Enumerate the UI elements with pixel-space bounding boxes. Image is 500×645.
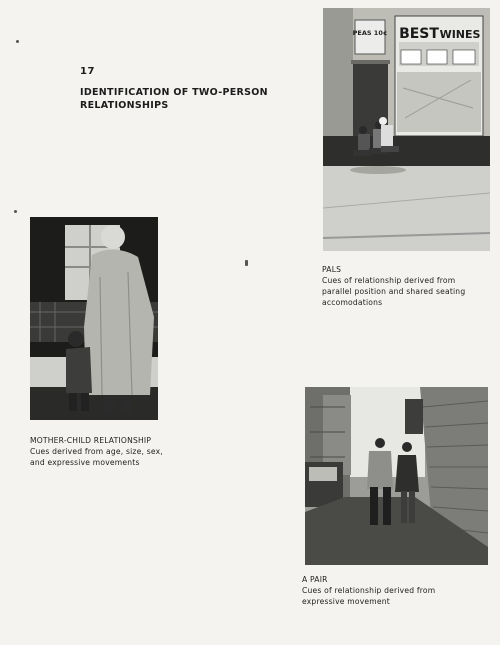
page-number: 17 xyxy=(80,66,95,77)
mother-child-caption-text: Cues derived from age, size, sex, and expressive movements xyxy=(30,447,163,467)
pals-photo xyxy=(323,8,490,251)
pair-caption xyxy=(302,574,467,607)
speck-mark xyxy=(245,260,248,266)
speck-mark xyxy=(14,210,17,213)
mother-child-photo-scene xyxy=(30,217,158,420)
pair-photo-scene xyxy=(305,387,488,565)
pals-caption xyxy=(322,264,487,308)
pals-photo-scene xyxy=(323,8,490,251)
sign-best: BEST xyxy=(399,26,439,42)
mother-child-caption xyxy=(30,435,180,468)
pair-caption-text: Cues of relationship derived from expressive movement xyxy=(302,586,436,606)
page-title: IDENTIFICATION OF TWO-PERSON RELATIONSHIPS xyxy=(80,87,268,111)
mother-child-caption-title: MOTHER-CHILD RELATIONSHIP xyxy=(30,436,152,445)
sign-small: PEAS 10¢ xyxy=(352,29,388,37)
speck-mark xyxy=(16,40,19,43)
pair-photo xyxy=(305,387,488,565)
pals-caption-text: Cues of relationship derived from parallel position and shared seating accomodations xyxy=(322,276,466,307)
mother-child-photo xyxy=(30,217,158,420)
pals-caption-title: PALS xyxy=(322,265,342,274)
sign-wines: WINES xyxy=(439,28,481,41)
pair-caption-title: A PAIR xyxy=(302,575,328,584)
